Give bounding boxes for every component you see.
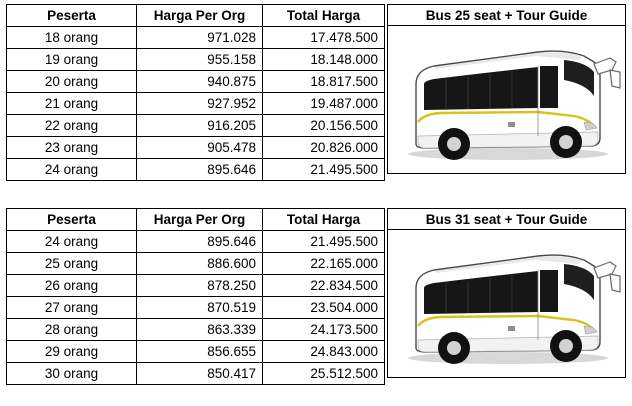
cell-peserta: 18 orang [7, 27, 137, 49]
cell-harga-per-org: 895.646 [137, 231, 263, 253]
cell-peserta: 29 orang [7, 341, 137, 363]
cell-total-harga: 24.173.500 [263, 319, 385, 341]
table-row [7, 297, 385, 319]
cell-harga-per-org: 856.655 [137, 341, 263, 363]
column-header-peserta: Peserta [7, 5, 137, 27]
table-row [7, 275, 385, 297]
price-table-31-seat [6, 208, 385, 385]
bus-25-seat-photo [388, 26, 625, 173]
table-row [7, 137, 385, 159]
table-row [7, 363, 385, 385]
bus-31-seat-photo [388, 230, 625, 377]
cell-total-harga: 18.148.000 [263, 49, 385, 71]
bus-title: Bus 25 seat + Tour Guide [388, 5, 625, 26]
column-header-total-harga: Total Harga [263, 5, 385, 27]
cell-harga-per-org: 927.952 [137, 93, 263, 115]
table-row [7, 159, 385, 181]
cell-total-harga: 17.478.500 [263, 27, 385, 49]
table-row [7, 93, 385, 115]
column-header-harga-per-org: Harga Per Org [137, 209, 263, 231]
price-table-25-seat [6, 4, 385, 181]
cell-total-harga: 18.817.500 [263, 71, 385, 93]
cell-peserta: 24 orang [7, 159, 137, 181]
column-header-total-harga: Total Harga [263, 209, 385, 231]
table-row [7, 71, 385, 93]
cell-total-harga: 23.504.000 [263, 297, 385, 319]
cell-peserta: 20 orang [7, 71, 137, 93]
table-row [7, 231, 385, 253]
cell-harga-per-org: 850.417 [137, 363, 263, 385]
bus-illustration [388, 230, 625, 377]
table-row [7, 341, 385, 363]
bus-illustration [388, 26, 625, 173]
cell-peserta: 23 orang [7, 137, 137, 159]
table-header-row [7, 209, 385, 231]
bus-panel-31-seat [387, 208, 626, 378]
cell-harga-per-org: 895.646 [137, 159, 263, 181]
cell-harga-per-org: 916.205 [137, 115, 263, 137]
cell-peserta: 26 orang [7, 275, 137, 297]
cell-peserta: 27 orang [7, 297, 137, 319]
table-row [7, 27, 385, 49]
cell-peserta: 22 orang [7, 115, 137, 137]
column-header-peserta: Peserta [7, 209, 137, 231]
cell-peserta: 30 orang [7, 363, 137, 385]
table-row [7, 115, 385, 137]
cell-total-harga: 20.826.000 [263, 137, 385, 159]
cell-harga-per-org: 905.478 [137, 137, 263, 159]
cell-peserta: 28 orang [7, 319, 137, 341]
bus-panel-25-seat [387, 4, 626, 174]
cell-total-harga: 21.495.500 [263, 231, 385, 253]
table-header-row [7, 5, 385, 27]
cell-harga-per-org: 870.519 [137, 297, 263, 319]
cell-peserta: 24 orang [7, 231, 137, 253]
cell-harga-per-org: 971.028 [137, 27, 263, 49]
table-row [7, 49, 385, 71]
cell-total-harga: 25.512.500 [263, 363, 385, 385]
cell-total-harga: 19.487.000 [263, 93, 385, 115]
price-block-25-seat [6, 4, 626, 181]
cell-total-harga: 21.495.500 [263, 159, 385, 181]
cell-total-harga: 22.165.000 [263, 253, 385, 275]
bus-title: Bus 31 seat + Tour Guide [388, 209, 625, 230]
cell-harga-per-org: 886.600 [137, 253, 263, 275]
cell-total-harga: 24.843.000 [263, 341, 385, 363]
cell-peserta: 19 orang [7, 49, 137, 71]
cell-harga-per-org: 940.875 [137, 71, 263, 93]
cell-peserta: 21 orang [7, 93, 137, 115]
cell-harga-per-org: 863.339 [137, 319, 263, 341]
cell-harga-per-org: 878.250 [137, 275, 263, 297]
price-block-31-seat [6, 208, 626, 385]
cell-harga-per-org: 955.158 [137, 49, 263, 71]
cell-peserta: 25 orang [7, 253, 137, 275]
table-row [7, 253, 385, 275]
column-header-harga-per-org: Harga Per Org [137, 5, 263, 27]
cell-total-harga: 22.834.500 [263, 275, 385, 297]
table-row [7, 319, 385, 341]
cell-total-harga: 20.156.500 [263, 115, 385, 137]
